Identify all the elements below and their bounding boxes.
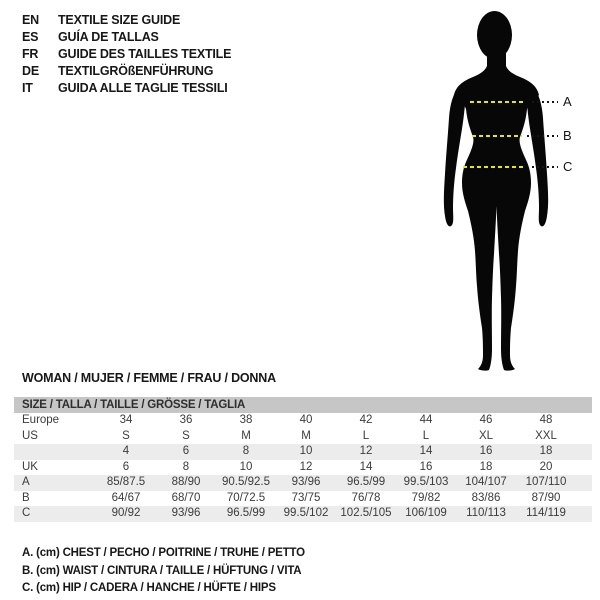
language-label: GUIDE DES TAILLES TEXTILE: [58, 47, 232, 61]
table-cell: 18: [539, 445, 553, 457]
table-cell: L: [362, 429, 370, 442]
table-cell: 16: [419, 460, 433, 473]
table-cell: 38: [239, 414, 253, 426]
table-cell: 83/86: [471, 491, 501, 504]
language-label: GUÍA DE TALLAS: [58, 30, 159, 44]
woman-silhouette: [437, 10, 557, 372]
row-label: [14, 444, 96, 460]
table-cell: 102.5/105: [340, 507, 392, 519]
table-cell: 40: [299, 414, 313, 426]
table-cell: 85/87.5: [106, 476, 146, 488]
language-row: [22, 46, 231, 63]
table-cell: 110/113: [466, 507, 506, 519]
legend-line-waist: B. (cm) WAIST / CINTURA / TAILLE / HÜFTUNG / VITA: [22, 564, 302, 577]
waist-dash-line: [472, 135, 522, 137]
table-cell: 8: [182, 460, 190, 473]
language-label: TEXTILGRÖßENFÜHRUNG: [58, 64, 214, 78]
language-label: GUIDA ALLE TAGLIE TESSILI: [58, 81, 228, 95]
table-cell: 68/70: [171, 491, 201, 504]
table-cell: 6: [122, 460, 130, 473]
table-cell: 10: [239, 460, 253, 473]
table-cell: 99.5/102: [283, 507, 329, 519]
table-cell: 79/82: [411, 491, 441, 504]
table-cell: 42: [359, 414, 373, 426]
table-cell: 104/107: [465, 476, 507, 488]
table-row: [14, 491, 592, 507]
table-row: [14, 506, 592, 522]
language-row: [22, 12, 231, 29]
table-cell: 90/92: [111, 507, 141, 519]
silhouette-left-arm: [444, 86, 466, 226]
table-cell: 76/78: [351, 491, 381, 504]
table-cell: 16: [479, 445, 493, 457]
table-row: [14, 475, 592, 491]
table-cell: 70/72.5: [226, 491, 266, 504]
table-row: [14, 429, 592, 445]
measure-label-a: A: [563, 94, 572, 109]
table-cell: XXL: [535, 429, 557, 442]
table-row: [14, 460, 592, 476]
table-cell: XL: [478, 429, 494, 442]
language-code: ES: [22, 30, 39, 44]
table-cell: 64/67: [111, 491, 141, 504]
table-cell: 34: [119, 414, 133, 426]
language-list: [22, 12, 231, 97]
table-cell: 12: [299, 460, 313, 473]
table-cell: 18: [479, 460, 493, 473]
table-cell: 73/75: [291, 491, 321, 504]
measurement-legend: [22, 545, 305, 598]
size-table: [14, 397, 592, 522]
table-row: [14, 413, 592, 429]
table-cell: 107/110: [525, 476, 567, 488]
table-cell: M: [241, 429, 251, 442]
language-code: EN: [22, 13, 39, 27]
table-cell: 96.5/99: [346, 476, 386, 488]
chest-dash-line: [470, 101, 524, 103]
row-label: UK: [22, 460, 38, 473]
measure-label-c: C: [563, 159, 573, 174]
gender-heading: WOMAN / MUJER / FEMME / FRAU / DONNA: [22, 371, 276, 385]
table-cell: 14: [419, 445, 433, 457]
table-cell: 93/96: [171, 507, 201, 519]
table-row: [14, 444, 592, 460]
silhouette-body: [454, 48, 539, 371]
table-cell: L: [422, 429, 430, 442]
table-cell: 46: [479, 414, 493, 426]
table-cell: 20: [539, 460, 553, 473]
table-cell: 10: [299, 445, 313, 457]
table-cell: 12: [359, 445, 373, 457]
table-cell: 36: [179, 414, 193, 426]
woman-silhouette-svg: [437, 10, 557, 372]
table-cell: 96.5/99: [226, 507, 266, 519]
table-cell: 87/90: [531, 491, 561, 504]
size-table-header: SIZE / TALLA / TAILLE / GRÖSSE / TAGLIA: [14, 397, 592, 413]
language-row: [22, 63, 231, 80]
language-code: FR: [22, 47, 39, 61]
language-code: IT: [22, 81, 33, 95]
legend-line-chest: A. (cm) CHEST / PECHO / POITRINE / TRUHE / PETTO: [22, 547, 305, 559]
row-label: C: [22, 507, 31, 519]
table-cell: 14: [359, 460, 373, 473]
language-label: TEXTILE SIZE GUIDE: [58, 13, 181, 27]
table-cell: S: [182, 429, 190, 442]
language-row: [22, 80, 231, 97]
row-label: US: [22, 429, 38, 442]
chest-dot-line: [532, 101, 558, 103]
table-cell: 93/96: [291, 476, 321, 488]
measure-label-b: B: [563, 128, 572, 143]
table-cell: 90.5/92.5: [222, 476, 270, 488]
table-cell: 88/90: [171, 476, 201, 488]
table-cell: 99.5/103: [403, 476, 449, 488]
waist-dot-line: [527, 135, 558, 137]
table-cell: 6: [182, 445, 190, 457]
size-table-body: [14, 413, 592, 522]
silhouette-right-arm: [526, 86, 548, 226]
table-cell: M: [301, 429, 311, 442]
legend-line-hip: C. (cm) HIP / CADERA / HANCHE / HÜFTE / HIPS: [22, 582, 276, 594]
row-label: Europe: [22, 414, 60, 426]
hip-dash-line: [463, 166, 526, 168]
language-code: DE: [22, 64, 39, 78]
row-label: A: [22, 476, 30, 488]
table-cell: 44: [419, 414, 433, 426]
language-row: [22, 29, 231, 46]
table-cell: 8: [242, 445, 250, 457]
hip-dot-line: [532, 166, 558, 168]
table-cell: 114/119: [526, 507, 566, 519]
table-cell: 48: [539, 414, 553, 426]
table-cell: 4: [122, 445, 130, 457]
table-cell: 106/109: [405, 507, 447, 519]
table-cell: S: [122, 429, 130, 442]
row-label: B: [22, 491, 30, 504]
